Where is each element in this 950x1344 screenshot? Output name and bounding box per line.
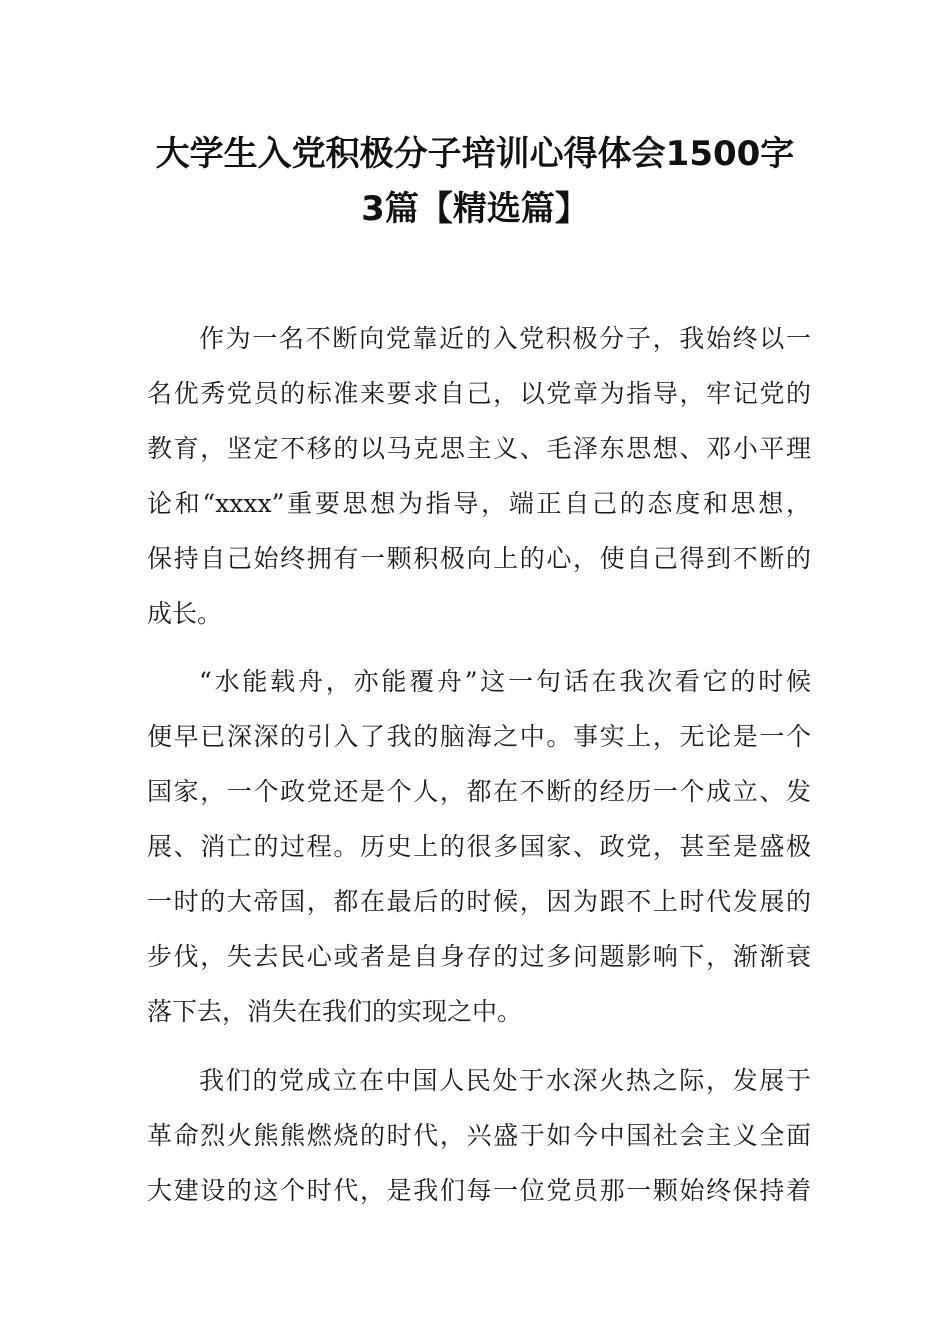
paragraph-line: 大建设的这个时代，是我们每一位党员那一颗始终保持着 bbox=[147, 1176, 811, 1205]
paragraph-line: 保持自己始终拥有一颗积极向上的心，使自己得到不断的 bbox=[147, 544, 811, 573]
paragraph-line: 论和“xxxx”重要思想为指导，端正自己的态度和思想， bbox=[147, 489, 811, 518]
paragraph-line: 作为一名不断向党靠近的入党积极分子，我始终以一 bbox=[199, 324, 811, 353]
paragraph-line: 国家，一个政党还是个人，都在不断的经历一个成立、发 bbox=[147, 777, 811, 806]
document-title-line-1: 大学生入党积极分子培训心得体会1500字 bbox=[155, 134, 795, 174]
paragraph-line: 我们的党成立在中国人民处于水深火热之际，发展于 bbox=[199, 1066, 811, 1095]
paragraph-line: “水能载舟，亦能覆舟”这一句话在我次看它的时候 bbox=[199, 667, 811, 696]
paragraph-line: 教育，坚定不移的以马克思主义、毛泽东思想、邓小平理 bbox=[147, 434, 811, 463]
paragraph-line: 一时的大帝国，都在最后的时候，因为跟不上时代发展的 bbox=[147, 887, 811, 916]
paragraph-line: 步伐，失去民心或者是自身存的过多问题影响下，渐渐衰 bbox=[147, 942, 811, 971]
paragraph-line: 名优秀党员的标准来要求自己，以党章为指导，牢记党的 bbox=[147, 379, 811, 408]
paragraph-line: 便早已深深的引入了我的脑海之中。事实上，无论是一个 bbox=[147, 722, 811, 751]
paragraph-line: 展、消亡的过程。历史上的很多国家、政党，甚至是盛极 bbox=[147, 832, 811, 861]
paragraph-line: 革命烈火熊熊燃烧的时代，兴盛于如今中国社会主义全面 bbox=[147, 1121, 811, 1150]
document-title-line-2: 3篇【精选篇】 bbox=[361, 189, 589, 229]
paragraph-line: 成长。 bbox=[147, 599, 223, 628]
paragraph-line: 落下去，消失在我们的实现之中。 bbox=[147, 997, 523, 1026]
